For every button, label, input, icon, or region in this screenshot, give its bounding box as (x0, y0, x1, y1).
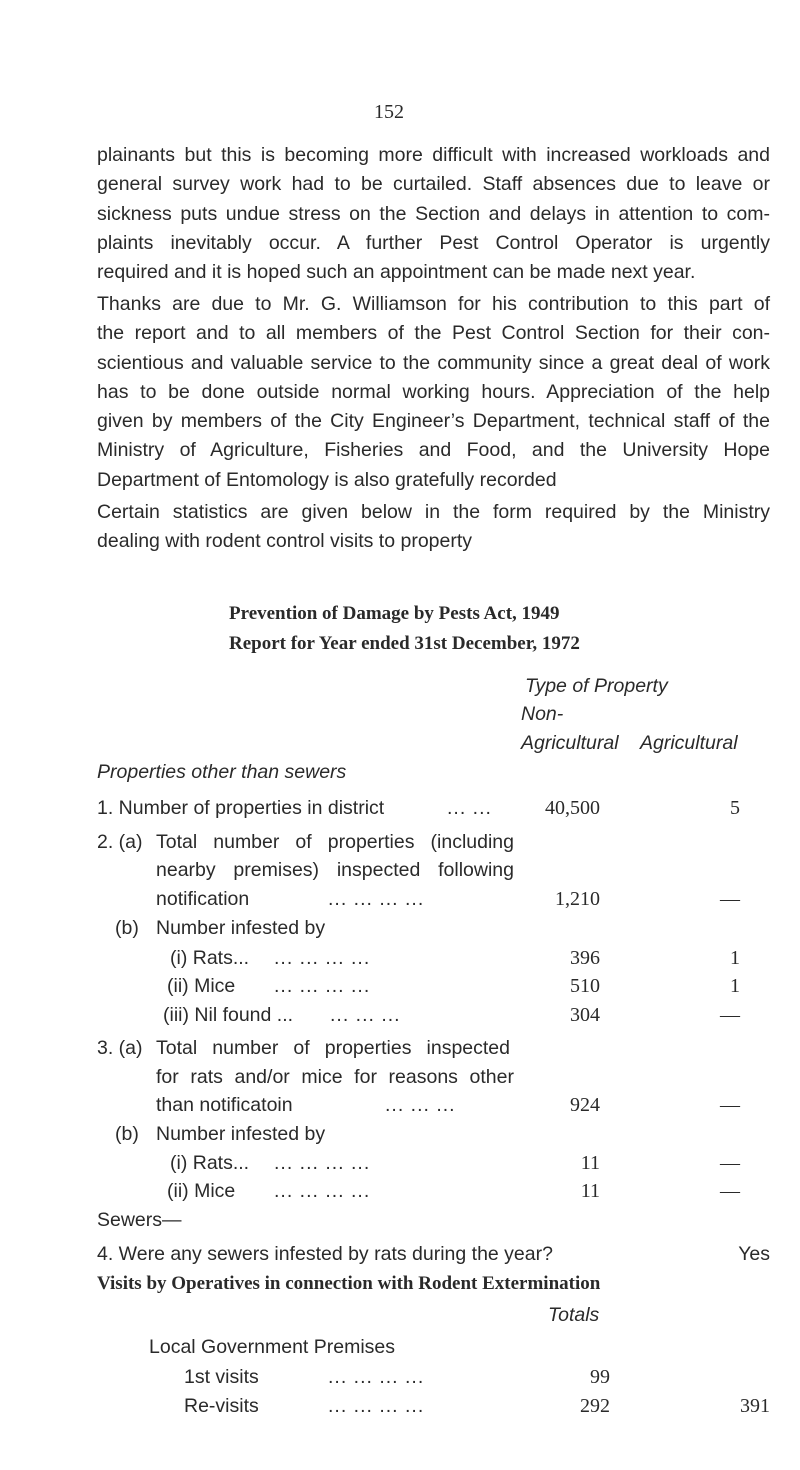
paragraph-statistics (97, 498, 770, 557)
value-non-agricultural: 304 (570, 1004, 600, 1026)
value-non-agricultural: 924 (570, 1094, 600, 1116)
row-label-line: notification (156, 888, 250, 910)
value-non-agricultural: 11 (580, 1180, 600, 1202)
value-agricultural: 1 (730, 947, 740, 969)
text-line: sickness puts undue stress on the Section and delays in attention to com- (97, 202, 770, 225)
paragraph-staffing (97, 141, 770, 287)
page-number: 152 (374, 101, 404, 123)
text-line: scientious and valuable service to the community since a great deal of work (97, 351, 770, 374)
value-total-visits: 391 (740, 1395, 770, 1417)
row-label-line: for rats and/or mice for reasons other (156, 1066, 514, 1088)
value-first-visits: 99 (590, 1366, 610, 1388)
value-non-agricultural: 396 (570, 947, 600, 969)
report-title: Prevention of Damage by Pests Act, 1949 (229, 603, 560, 624)
value-non-agricultural: 510 (570, 975, 600, 997)
leader-dots: ... ... ... ... (274, 947, 371, 969)
report-subtitle: Report for Year ended 31st December, 1972 (229, 633, 580, 654)
row-number: 3. (a) (97, 1037, 143, 1059)
row-label: (i) Rats... (170, 947, 250, 969)
text-line: Thanks are due to Mr. G. Williamson for his contribution to this part of (97, 293, 770, 315)
leader-dots: ... ... ... ... (274, 975, 371, 997)
leader-dots: ... ... (447, 797, 492, 819)
value-agricultural: 5 (730, 797, 740, 819)
leader-dots: ... ... ... (385, 1094, 456, 1116)
leader-dots: ... ... ... ... (328, 888, 425, 910)
text-line: the report and to all members of the Pest Control Section for their con- (97, 322, 770, 345)
text-line: plainants but this is becoming more difficult with increased workloads and (97, 144, 770, 166)
row-number: (b) (115, 917, 139, 939)
row-label-line: than notificatoin (156, 1094, 293, 1116)
leader-dots: ... ... ... (330, 1004, 401, 1026)
row-label-line: Total number of properties inspected (156, 1037, 510, 1059)
row-number: 2. (a) (97, 831, 143, 853)
section-sewers: Sewers— (97, 1209, 182, 1231)
section-properties-other-than-sewers: Properties other than sewers (97, 761, 347, 783)
text-line: Ministry of Agriculture, Fisheries and Food, and the University Hope (97, 439, 770, 462)
row-label: 1. Number of properties in district (97, 797, 385, 819)
row-label: Re-visits (184, 1395, 259, 1417)
paragraph-thanks (97, 290, 770, 495)
text-line: has to be done outside normal working hours. Appreciation of the help (97, 380, 770, 403)
row-label: (i) Rats... (170, 1152, 250, 1174)
visits-heading: Visits by Operatives in connection with Rodent Extermination (97, 1273, 601, 1294)
question-label: 4. Were any sewers infested by rats during the year? (97, 1243, 553, 1265)
row-label: Number infested by (156, 1123, 326, 1145)
text-line: dealing with rodent control visits to property (97, 530, 473, 553)
value-non-agricultural: 40,500 (545, 797, 600, 819)
row-label: (ii) Mice (167, 1180, 236, 1202)
leader-dots: ... ... ... ... (274, 1152, 371, 1174)
text-line: general survey work had to be curtailed. Staff absences due to leave or (97, 173, 770, 196)
value-agricultural: — (720, 1094, 740, 1116)
text-line: plaints inevitably occur. A further Pest Control Operator is urgently (97, 231, 770, 254)
text-line: required and it is hoped such an appointment can be made next year. (97, 261, 696, 284)
row-label-line: nearby premises) inspected following (156, 859, 514, 881)
totals-heading: Totals (548, 1304, 600, 1326)
text-line: given by members of the City Engineer’s Department, technical staff of the (97, 410, 770, 433)
text-line: Certain statistics are given below in the form required by the Ministry (97, 501, 770, 523)
column-non-agricultural-line1: Non- (521, 703, 564, 725)
row-label: Number infested by (156, 917, 326, 939)
value-agricultural: — (720, 1004, 740, 1026)
value-agricultural: — (720, 888, 740, 910)
value-agricultural: — (720, 1180, 740, 1202)
value-agricultural: — (720, 1152, 740, 1174)
section-local-government-premises: Local Government Premises (149, 1336, 396, 1358)
question-answer: Yes (738, 1243, 770, 1265)
value-re-visits: 292 (580, 1395, 610, 1417)
text-line: Department of Entomology is also gratefully recorded (97, 468, 557, 491)
value-non-agricultural: 1,210 (555, 888, 600, 910)
row-number: (b) (115, 1123, 139, 1145)
value-non-agricultural: 11 (580, 1152, 600, 1174)
row-label: 1st visits (184, 1366, 259, 1388)
column-non-agricultural-line2: Agricultural (521, 732, 619, 754)
row-label-line: Total number of properties (including (156, 831, 514, 853)
leader-dots: ... ... ... ... (274, 1180, 371, 1202)
row-label: (ii) Mice (167, 975, 236, 997)
column-agricultural: Agricultural (640, 732, 738, 754)
value-agricultural: 1 (730, 975, 740, 997)
type-of-property-heading: Type of Property (525, 675, 668, 697)
leader-dots: ... ... ... ... (328, 1395, 425, 1417)
leader-dots: ... ... ... ... (328, 1366, 425, 1388)
row-label: (iii) Nil found ... (163, 1004, 294, 1026)
